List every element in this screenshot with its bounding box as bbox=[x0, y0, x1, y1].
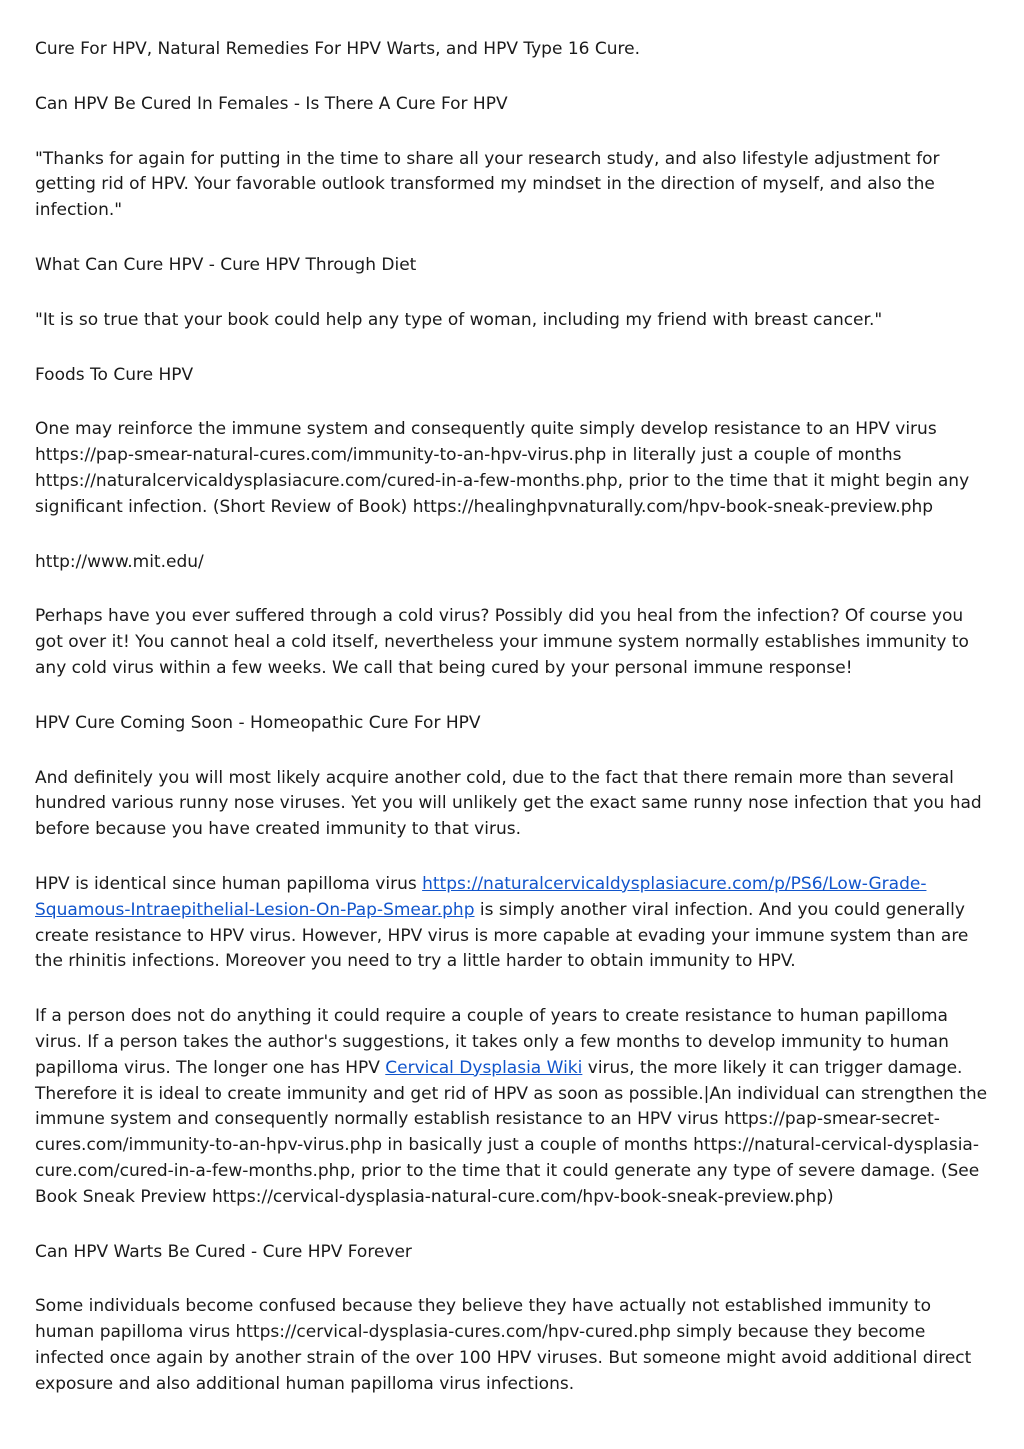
document-body bbox=[35, 37, 995, 1426]
url-paragraph: http://www.mit.edu/ bbox=[35, 551, 204, 572]
section-heading: Foods To Cure HPV bbox=[35, 364, 194, 385]
section-heading: Can HPV Warts Be Cured - Cure HPV Forever bbox=[35, 1241, 412, 1262]
paragraph-text: If a person does not do anything it could require a couple of years to create resistance to human papilloma virus. If a person takes the author's suggestions, it takes only a few months to develop immunity to human papilloma virus. The longer one has HPV bbox=[35, 1006, 949, 1078]
section-heading: Can HPV Be Cured In Females - Is There A Cure For HPV bbox=[35, 93, 508, 114]
body-paragraph: Some individuals become confused because they believe they have actually not established immunity to human papilloma virus https://cervical-dysplasia-cures.com/hpv-cured.php simply because they become infected once again by another strain of the over 100 HPV viruses. But someone might avoid additional direct exposure and also additional human papilloma virus infections. bbox=[35, 1296, 972, 1394]
paragraph-text: HPV is identical since human papilloma virus bbox=[35, 873, 423, 894]
paragraph-text: is simply another viral infection. And you could generally create resistance to HPV virus. However, HPV virus is more capable at evading your immune system than are the rhinitis infections. Moreover you need to try a little harder to obtain immunity to HPV. bbox=[35, 899, 969, 972]
body-paragraph: Perhaps have you ever suffered through a cold virus? Possibly did you heal from the infection? Of course you got over it! You cannot heal a cold itself, nevertheless your immune system normally establishes immunity to any cold virus within a few weeks. We call that being cured by your personal immune response! bbox=[35, 606, 969, 678]
section-heading: What Can Cure HPV - Cure HPV Through Diet bbox=[35, 254, 417, 275]
testimonial-paragraph: "It is so true that your book could help any type of woman, including my friend with breast cancer." bbox=[35, 309, 883, 330]
hyperlink-cervical-dysplasia-wiki[interactable]: Cervical Dysplasia Wiki bbox=[385, 1057, 583, 1078]
body-paragraph: And definitely you will most likely acquire another cold, due to the fact that there remain more than several hundred various runny nose viruses. Yet you will unlikely get the exact same runny nose infection that you had before because you have created immunity to that virus. bbox=[35, 767, 982, 840]
body-paragraph bbox=[35, 872, 995, 975]
body-paragraph bbox=[35, 1004, 995, 1210]
document-title: Cure For HPV, Natural Remedies For HPV Warts, and HPV Type 16 Cure. bbox=[35, 39, 640, 59]
body-paragraph: One may reinforce the immune system and consequently quite simply develop resistance to an HPV virus https://pap-smear-natural-cures.com/immunity-to-an-hpv-virus.php in literally just a couple of months https://naturalcervicaldysplasiacure.com/cured-in-a-few-months.php, prior to the time that it might begin any significant infection. (Short Review of Book) https://healinghpvnaturally.com/hpv-book-sneak-preview.php bbox=[35, 419, 970, 517]
paragraph-text: virus, the more likely it can trigger damage. Therefore it is ideal to create immunity and get rid of HPV as soon as possible.|An individual can strengthen the immune system and consequently normally establish resistance to an HPV virus https://pap-smear-secret-cures.com/immunity-to-an-hpv-virus.php in basically just a couple of months https://natural-cervical-dysplasia-cure.com/cured-in-a-few-months.php, prior to the time that it could generate any type of severe damage. (See Book Sneak Preview https://cervical-dysplasia-natural-cure.com/hpv-book-sneak-preview.php) bbox=[35, 1057, 988, 1207]
section-heading: HPV Cure Coming Soon - Homeopathic Cure For HPV bbox=[35, 712, 481, 733]
testimonial-paragraph: "Thanks for again for putting in the time to share all your research study, and also lifestyle adjustment for getting rid of HPV. Your favorable outlook transformed my mindset in the direction of myself, and also the infection." bbox=[35, 148, 940, 221]
hyperlink-low-grade-lesion[interactable]: https://naturalcervicaldysplasiacure.com/p/PS6/Low-Grade-Squamous-Intraepithelial-Lesion-On-Pap-Smear.php bbox=[35, 873, 927, 920]
